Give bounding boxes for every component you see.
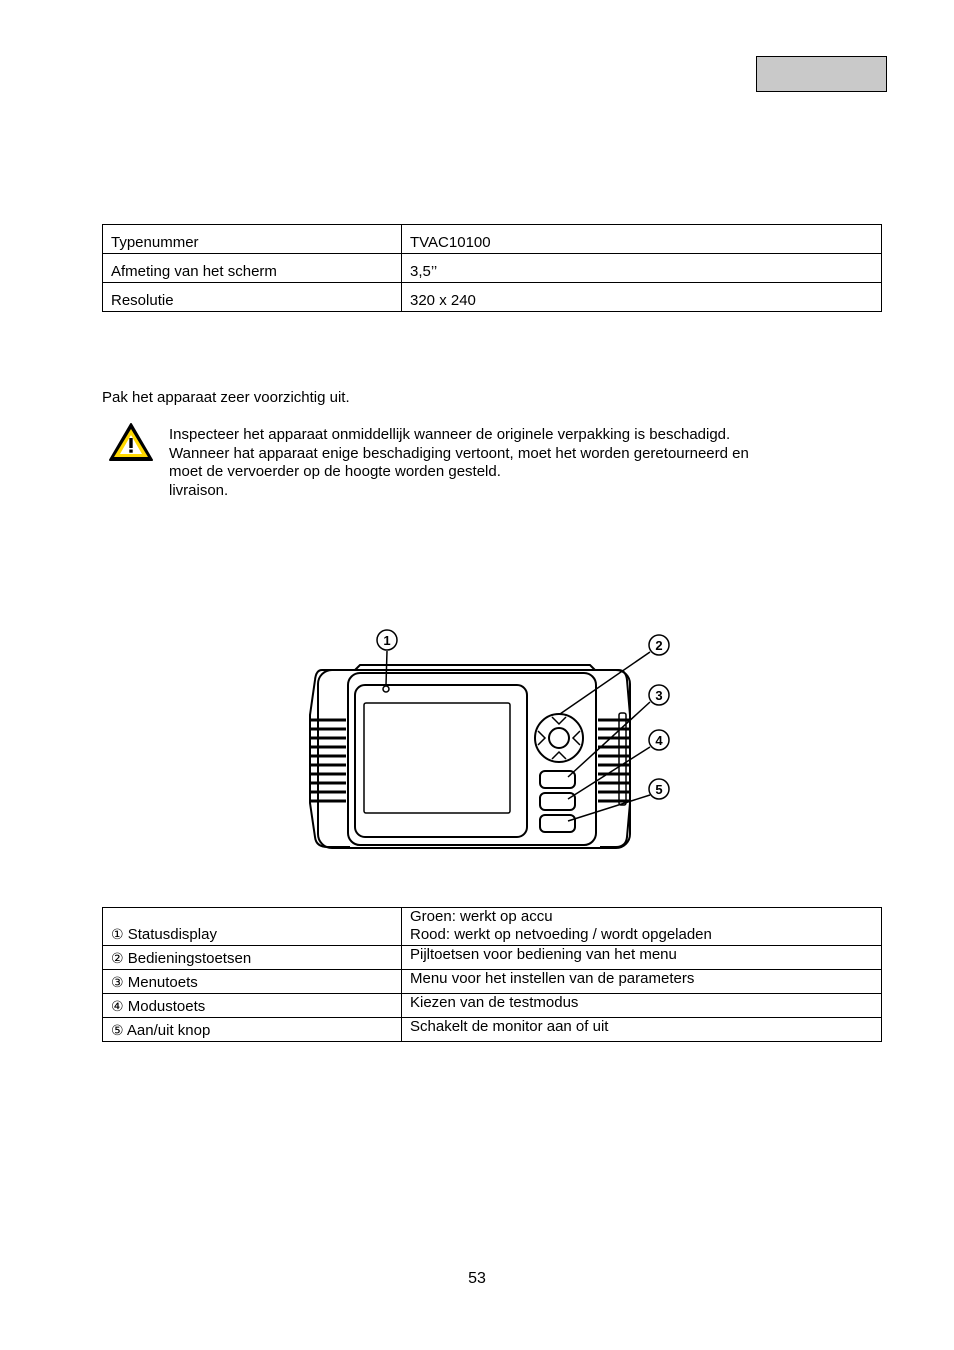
spec-label: Afmeting van het scherm (103, 254, 402, 283)
part-number: ② (111, 951, 124, 967)
unpack-instruction: Pak het apparaat zeer voorzichtig uit. (102, 389, 350, 406)
callout-label: 2 (655, 638, 663, 653)
table-row (103, 254, 882, 283)
page-number: 53 (468, 1270, 486, 1287)
table-row (103, 994, 882, 1018)
language-tab (756, 56, 887, 92)
spec-label: Resolutie (103, 283, 402, 312)
table-row (103, 908, 882, 946)
spec-value: 320 x 240 (402, 283, 882, 312)
part-desc: Schakelt de monitor aan of uit (410, 1018, 609, 1035)
warning-line: Wanneer hat apparaat enige beschadiging vertoont, moet het worden geretourneerd en (169, 444, 749, 462)
table-row (103, 225, 882, 254)
part-desc-cell (402, 946, 882, 970)
spec-label: Typenummer (103, 225, 402, 254)
part-label: Menutoets (127, 974, 198, 991)
part-label: Bedieningstoetsen (127, 950, 252, 967)
spec-table (102, 224, 882, 312)
part-desc: Menu voor het instellen van de parameters (410, 970, 695, 987)
part-desc-cell (402, 994, 882, 1018)
part-desc-cell (402, 1018, 882, 1042)
parts-table (102, 907, 882, 1042)
warning-line: livraison. (169, 481, 229, 499)
table-row (103, 283, 882, 312)
part-desc: Rood: werkt op netvoeding / wordt opgeladen (410, 926, 712, 943)
part-name-cell (103, 1018, 402, 1042)
part-name-cell (103, 994, 402, 1018)
part-number: ③ (111, 975, 124, 991)
part-number: ⑤ (111, 1023, 124, 1039)
warning-line: Inspecteer het apparaat onmiddellijk wanneer de originele verpakking is beschadigd. (169, 426, 731, 443)
table-row (103, 970, 882, 994)
monitor-device-drawing (300, 625, 680, 855)
part-desc-cell (402, 970, 882, 994)
part-number: ④ (111, 999, 124, 1015)
callout-label: 1 (383, 633, 391, 648)
part-desc: Kiezen van de testmodus (410, 994, 579, 1011)
part-name-cell (103, 908, 402, 946)
part-label: Statusdisplay (127, 926, 217, 943)
warning-line: moet de vervoerder op de hoogte worden gesteld. (169, 463, 501, 480)
spec-value: 3,5’’ (402, 254, 882, 283)
callout-label: 3 (655, 688, 663, 703)
part-label: Modustoets (127, 998, 206, 1015)
table-row (103, 946, 882, 970)
warning-triangle-icon (108, 422, 154, 462)
part-name-cell (103, 946, 402, 970)
part-desc-cell (402, 908, 882, 946)
part-label: Aan/uit knop (126, 1022, 211, 1039)
part-desc: Pijltoetsen voor bediening van het menu (410, 946, 677, 963)
callout-label: 4 (655, 733, 663, 748)
part-number: ① (111, 927, 124, 943)
part-name-cell (103, 970, 402, 994)
warning-text (169, 426, 809, 500)
table-row (103, 1018, 882, 1042)
part-desc: Groen: werkt op accu (410, 908, 553, 925)
callout-label: 5 (655, 782, 663, 797)
spec-value: TVAC10100 (402, 225, 882, 254)
